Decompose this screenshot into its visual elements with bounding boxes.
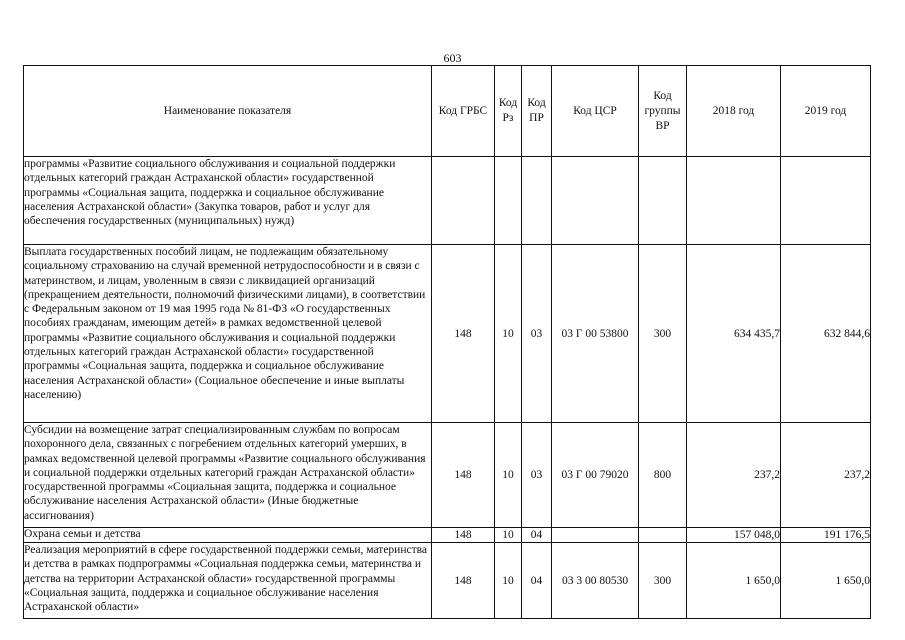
cell-vr: [639, 528, 687, 543]
header-grbs: Код ГРБС: [432, 66, 495, 157]
cell-grbs: 148: [432, 528, 495, 543]
cell-name: Выплата государственных пособий лицам, не подлежащим обязательному социальному страхованию на случай временной нетрудоспособности и в связи с материнством, и лицам, уволенным в связи с ликвидацией организаций (прекращением деятельности, полномочий физическими лицами), в соответствии с Федеральным законом от 19 мая 1995 года № 81-ФЗ «О государственных пособиях гражданам, имеющим детей» в рамках ведомственной целевой программы «Развитие социального обслуживания и социальной поддержки отдельных категорий граждан Астраханской области» государственной программы «Социальная защита, поддержка и социальное обслуживание населения Астраханской области» (Социальное обеспечение и иные выплаты населению): [24, 245, 432, 423]
cell-pr: 03: [522, 245, 552, 423]
cell-name: Реализация мероприятий в сфере государственной поддержки семьи, материнства и детства в рамках подпрограммы «Социальная поддержка семьи, материнства и детства на территории Астраханской области» государственной программы «Социальная защита, поддержка и социальное обслуживание населения Астраханской области»: [24, 543, 432, 619]
cell-rz: 10: [495, 245, 522, 423]
cell-rz: [495, 157, 522, 245]
cell-rz: 10: [495, 543, 522, 619]
header-row: [24, 66, 871, 157]
cell-name: Охрана семьи и детства: [24, 528, 432, 543]
cell-rz: 10: [495, 423, 522, 528]
table-row: [24, 423, 871, 528]
cell-2018: [687, 157, 781, 245]
cell-csr: 03 Г 00 53800: [552, 245, 639, 423]
cell-vr: 800: [639, 423, 687, 528]
table-row: [24, 245, 871, 423]
header-rz: Код Рз: [495, 66, 522, 157]
cell-2019: 632 844,6: [781, 245, 871, 423]
cell-csr: 03 Г 00 79020: [552, 423, 639, 528]
cell-pr: [522, 157, 552, 245]
header-2018: 2018 год: [687, 66, 781, 157]
header-2019: 2019 год: [781, 66, 871, 157]
table-row: [24, 528, 871, 543]
cell-grbs: 148: [432, 245, 495, 423]
cell-pr: 04: [522, 543, 552, 619]
cell-csr: 03 3 00 80530: [552, 543, 639, 619]
cell-name: программы «Развитие социального обслуживания и социальной поддержки отдельных категорий граждан Астраханской области» государственной программы «Социальная защита, поддержка и социальное обслуживание населения Астраханской области» (Закупка товаров, работ и услуг для обеспечения государственных (муниципальных) нужд): [24, 157, 432, 245]
cell-2018: 237,2: [687, 423, 781, 528]
cell-2019: 191 176,5: [781, 528, 871, 543]
cell-vr: [639, 157, 687, 245]
cell-2019: 1 650,0: [781, 543, 871, 619]
cell-2018: 1 650,0: [687, 543, 781, 619]
cell-2018: 157 048,0: [687, 528, 781, 543]
table-row: [24, 543, 871, 619]
cell-csr: [552, 528, 639, 543]
header-vr: Код группы ВР: [639, 66, 687, 157]
cell-pr: 03: [522, 423, 552, 528]
cell-2018: 634 435,7: [687, 245, 781, 423]
table-row: [24, 157, 871, 245]
cell-2019: [781, 157, 871, 245]
page-number: 603: [443, 51, 462, 65]
cell-name: Субсидии на возмещение затрат специализированным службам по вопросам похоронного дела, связанных с погребением отдельных категорий умерших, в рамках ведомственной целевой программы «Развитие социального обслуживания и социальной поддержки отдельных категорий граждан Астраханской области» государственной программы «Социальная защита, поддержка и социальное обслуживание населения Астраханской области» (Иные бюджетные ассигнования): [24, 423, 432, 528]
cell-grbs: 148: [432, 423, 495, 528]
cell-grbs: [432, 157, 495, 245]
cell-vr: 300: [639, 245, 687, 423]
header-name: Наименование показателя: [24, 66, 432, 157]
cell-grbs: 148: [432, 543, 495, 619]
budget-table: [23, 65, 871, 619]
header-csr: Код ЦСР: [552, 66, 639, 157]
cell-csr: [552, 157, 639, 245]
cell-pr: 04: [522, 528, 552, 543]
cell-2019: 237,2: [781, 423, 871, 528]
header-pr: Код ПР: [522, 66, 552, 157]
cell-rz: 10: [495, 528, 522, 543]
cell-vr: 300: [639, 543, 687, 619]
